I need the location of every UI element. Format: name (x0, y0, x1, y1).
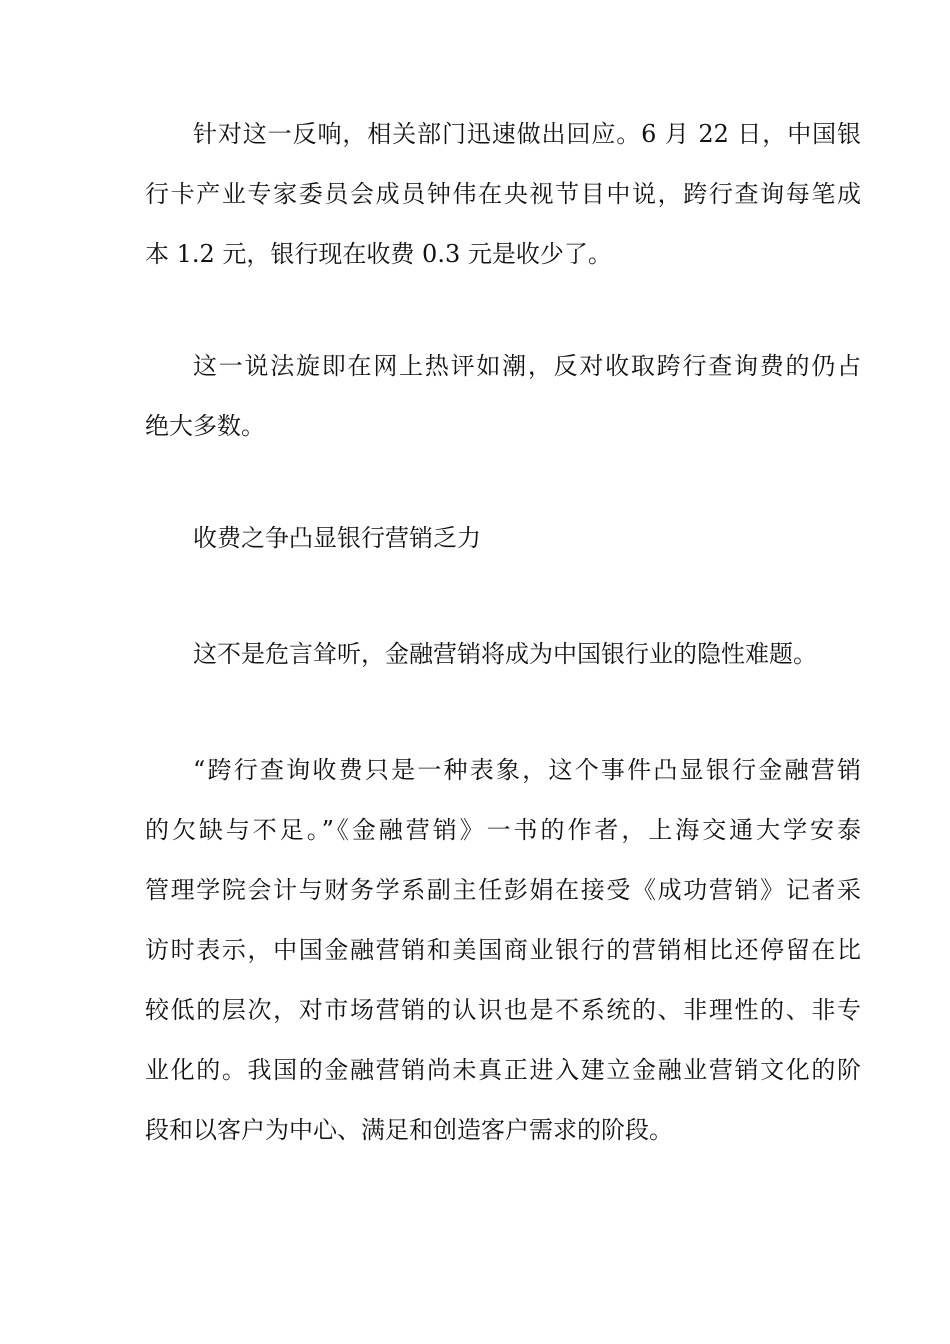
paragraph-line: 访时表示，中国金融营销和美国商业银行的营销相比还停留在比 (145, 936, 861, 964)
paragraph-line: 较低的层次，对市场营销的认识也是不系统的、非理性的、非专 (145, 996, 861, 1024)
paragraph-response (145, 104, 861, 284)
section-heading-text: 收费之争凸显银行营销乏力 (193, 524, 481, 552)
paragraph-line: 的欠缺与不足。”《金融营销》一书的作者，上海交通大学安泰 (145, 816, 861, 844)
paragraph-line: 绝大多数。 (145, 412, 265, 440)
paragraph-line: 这不是危言耸听，金融营销将成为中国银行业的隐性难题。 (193, 640, 817, 668)
paragraph-online-reaction (145, 336, 861, 456)
paragraph-line: 段和以客户为中心、满足和创造客户需求的阶段。 (145, 1116, 673, 1144)
paragraph-line: 业化的。我国的金融营销尚未真正进入建立金融业营销文化的阶 (145, 1056, 861, 1084)
paragraph-line: 管理学院会计与财务学系副主任彭娟在接受《成功营销》记者采 (145, 876, 861, 904)
paragraph-line: 行卡产业专家委员会成员钟伟在央视节目中说，跨行查询每笔成 (145, 180, 861, 208)
paragraph-line: 本 1.2 元，银行现在收费 0.3 元是收少了。 (145, 240, 612, 268)
section-heading (145, 508, 861, 568)
paragraph-line: “跨行查询收费只是一种表象，这个事件凸显银行金融营销 (193, 756, 861, 784)
paragraph-line: 这一说法旋即在网上热评如潮，反对收取跨行查询费的仍占 (193, 352, 861, 380)
paragraph-expert-quote (145, 740, 861, 1160)
paragraph-line: 针对这一反响，相关部门迅速做出回应。6 月 22 日，中国银 (193, 120, 861, 148)
paragraph-marketing-problem (145, 624, 861, 684)
